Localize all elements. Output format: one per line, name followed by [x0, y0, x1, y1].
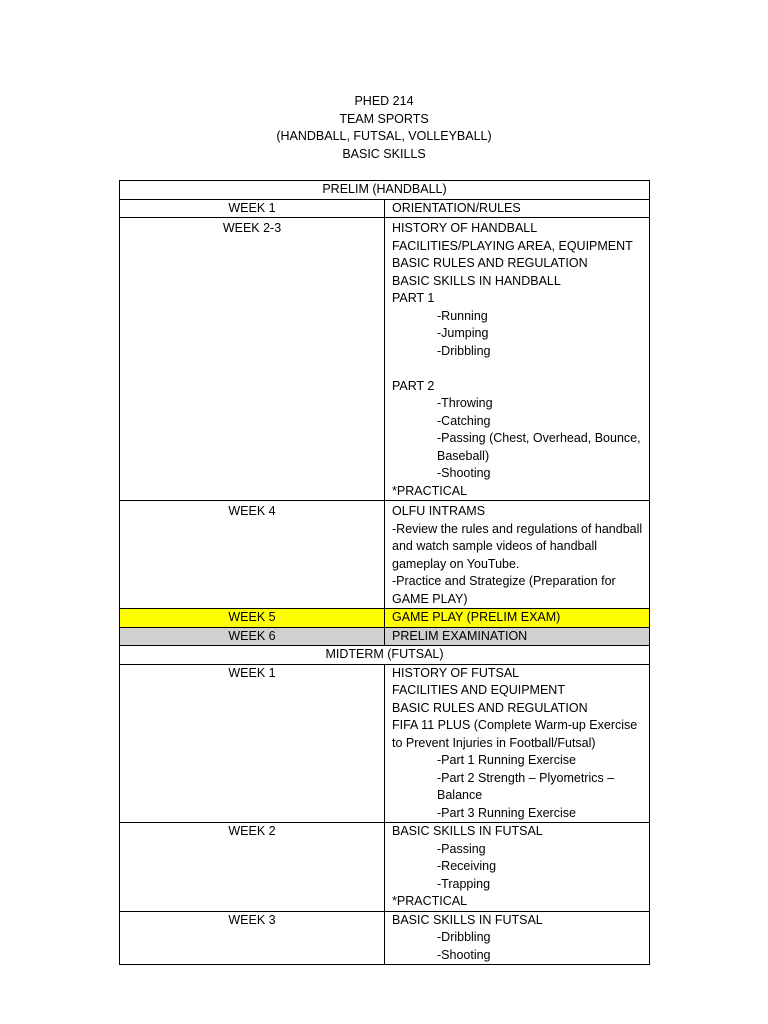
topic-line: FIFA 11 PLUS (Complete Warm-up Exercise to Prevent Injuries in Football/Futsal) — [392, 718, 641, 750]
topic-line: -Review the rules and regulations of handball and watch sample videos of handball gameplay on YouTube. — [392, 521, 646, 571]
week-cell: WEEK 5 — [120, 609, 385, 628]
topic-subline: -Part 2 Strength – Plyometrics – Balance — [437, 770, 618, 802]
topic-line: BASIC SKILLS IN FUTSAL — [392, 824, 543, 838]
topic-subline: -Part 1 Running Exercise — [437, 753, 576, 767]
topic-line: BASIC SKILLS IN FUTSAL — [392, 912, 543, 927]
section-row-midterm — [120, 646, 650, 665]
topic-subline: -Shooting — [437, 947, 491, 962]
table-row — [120, 664, 650, 823]
topic-cell — [385, 218, 650, 501]
document-heading — [0, 93, 768, 163]
topic-line: BASIC SKILLS IN HANDBALL — [392, 273, 561, 288]
topic-subline: -Receiving — [437, 859, 497, 873]
topic-subline: -Dribbling — [437, 930, 491, 944]
topic-cell — [385, 627, 650, 646]
topic-subline: -Running — [437, 308, 488, 323]
topic-subline: -Trapping — [437, 876, 491, 891]
week-cell: WEEK 1 — [120, 199, 385, 218]
topic-line: HISTORY OF HANDBALL — [392, 221, 538, 235]
topic-line: BASIC RULES AND REGULATION — [392, 700, 588, 715]
topic-subline: -Passing (Chest, Overhead, Bounce, Baseball) — [437, 431, 645, 463]
table-row — [120, 823, 650, 912]
table-row — [120, 218, 650, 501]
topic-line: *PRACTICAL — [392, 894, 468, 908]
topic-subline: -Catching — [437, 413, 491, 428]
course-code: PHED 214 — [354, 94, 414, 108]
topic-cell — [385, 823, 650, 912]
topic-cell — [385, 501, 650, 609]
topic-line: PART 1 — [392, 291, 435, 305]
course-sports: (HANDBALL, FUTSAL, VOLLEYBALL) — [276, 129, 492, 143]
topic-cell — [385, 911, 650, 965]
table-row — [120, 501, 650, 609]
course-subtitle: BASIC SKILLS — [342, 146, 426, 161]
topic-cell — [385, 609, 650, 628]
topic-line: *PRACTICAL — [392, 483, 468, 498]
week-cell: WEEK 2-3 — [120, 218, 385, 501]
table-row-highlight-yellow — [120, 609, 650, 628]
topic-line: FACILITIES AND EQUIPMENT — [392, 683, 565, 697]
topic-line: BASIC RULES AND REGULATION — [392, 256, 588, 270]
course-title: TEAM SPORTS — [339, 111, 429, 126]
syllabus-table — [119, 180, 650, 965]
topic-line: ORIENTATION/RULES — [392, 200, 521, 215]
table-row — [120, 911, 650, 965]
topic-cell — [385, 199, 650, 218]
table-row-highlight-gray — [120, 627, 650, 646]
week-cell: WEEK 6 — [120, 627, 385, 646]
topic-line: OLFU INTRAMS — [392, 504, 486, 518]
topic-subline: -Throwing — [437, 396, 493, 410]
topic-subline: -Shooting — [437, 466, 491, 480]
week-cell: WEEK 2 — [120, 823, 385, 912]
section-row-prelim — [120, 181, 650, 200]
week-cell: WEEK 4 — [120, 501, 385, 609]
section-header-prelim: PRELIM (HANDBALL) — [120, 181, 650, 200]
topic-subline: -Jumping — [437, 326, 489, 340]
week-cell: WEEK 3 — [120, 911, 385, 965]
topic-line: FACILITIES/PLAYING AREA, EQUIPMENT — [392, 238, 633, 253]
week-cell: WEEK 1 — [120, 664, 385, 823]
topic-line: PRELIM EXAMINATION — [392, 628, 528, 643]
topic-line: GAME PLAY (PRELIM EXAM) — [392, 610, 561, 624]
topic-subline: -Dribbling — [437, 343, 491, 358]
topic-cell — [385, 664, 650, 823]
topic-line: PART 2 — [392, 378, 435, 393]
blank-line — [392, 360, 645, 378]
topic-line: HISTORY OF FUTSAL — [392, 665, 520, 680]
table-row — [120, 199, 650, 218]
topic-subline: -Part 3 Running Exercise — [437, 805, 576, 820]
topic-subline: -Passing — [437, 841, 486, 856]
topic-line: -Practice and Strategize (Preparation for GAME PLAY) — [392, 574, 620, 606]
section-header-midterm: MIDTERM (FUTSAL) — [120, 646, 650, 665]
